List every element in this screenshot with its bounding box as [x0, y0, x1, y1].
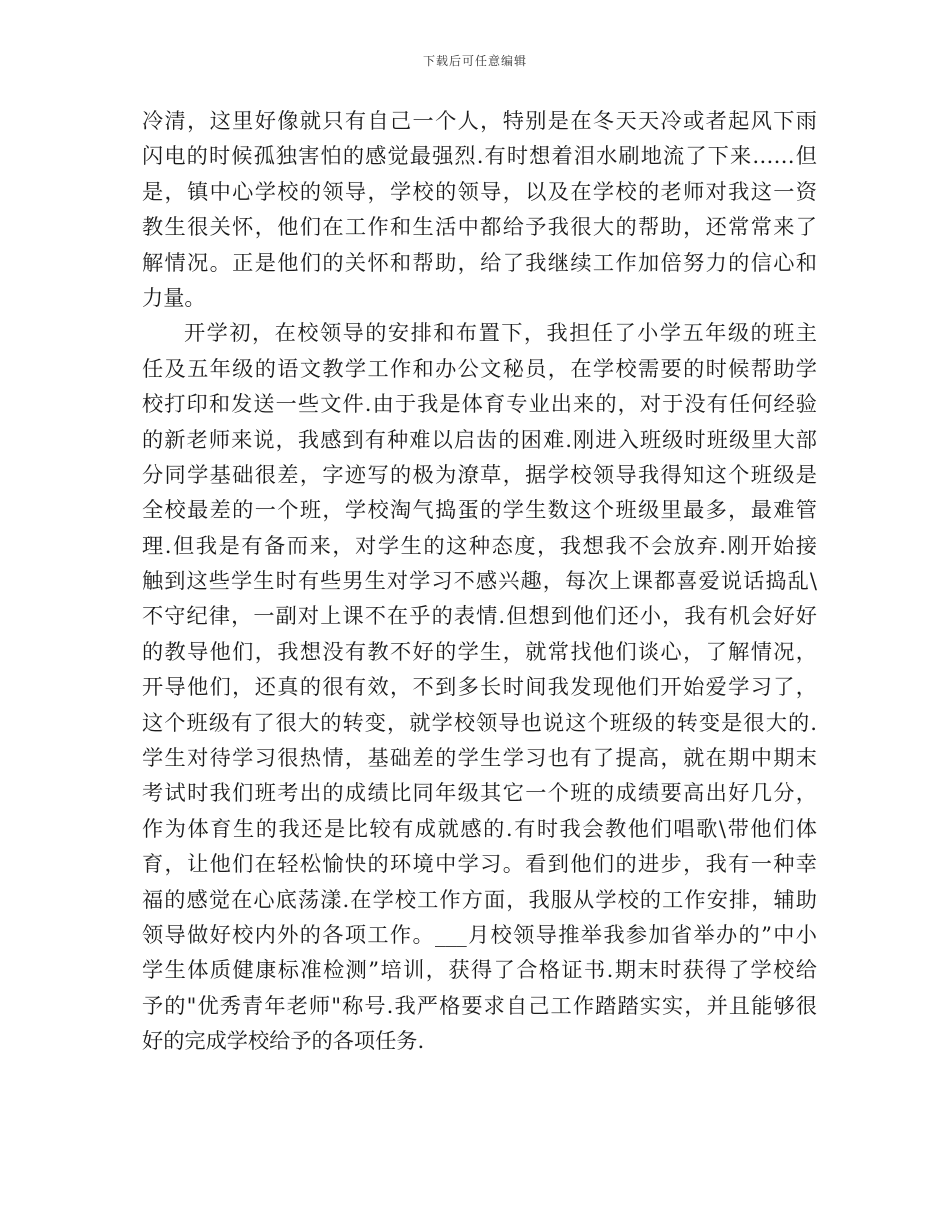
text-line: 作为体育生的我还是比较有成就感的.有时我会教他们唱歌\带他们体 [142, 815, 817, 841]
text-line: 育，让他们在轻松愉快的环境中学习。看到他们的进步，我有一种幸 [142, 851, 817, 877]
paragraph-first-line: 开学初，在校领导的安排和布置下，我担任了小学五年级的班主 [184, 320, 817, 346]
text-line: 理.但我是有备而来，对学生的这种态度，我想我不会放弃.刚开始接 [142, 532, 817, 558]
text-line: 闪电的时候孤独害怕的感觉最强烈.有时想着泪水刷地流了下来……但 [142, 143, 817, 169]
text-line: 解情况。正是他们的关怀和帮助，给了我继续工作加倍努力的信心和 [142, 249, 817, 275]
text-line: 学生体质健康标准检测”培训，获得了合格证书.期末时获得了学校给 [142, 957, 817, 983]
text-line: 考试时我们班考出的成绩比同年级其它一个班的成绩要高出好几分， [142, 780, 817, 806]
document-body [142, 103, 817, 1059]
text-line: 的教导他们，我想没有教不好的学生，就常找他们谈心，了解情况， [142, 638, 817, 664]
text-line: 学生对待学习很热情，基础差的学生学习也有了提高，就在期中期末 [142, 745, 817, 771]
text-line: 的新老师来说，我感到有种难以启齿的困难.刚进入班级时班级里大部 [142, 426, 817, 452]
text-line: 好的完成学校给予的各项任务. [142, 1028, 425, 1054]
page-header: 下载后可任意编辑 [422, 54, 527, 68]
text-line: 全校最差的一个班，学校淘气捣蛋的学生数这个班级里最多，最难管 [142, 497, 817, 523]
text-line: 校打印和发送一些文件.由于我是体育专业出来的，对于没有任何经验 [142, 391, 817, 417]
text-line: 领导做好校内外的各项工作。___月校领导推举我参加省举办的”中小 [142, 921, 817, 947]
text-line: 分同学基础很差，字迹写的极为潦草，据学校领导我得知这个班级是 [142, 461, 817, 487]
text-line: 教生很关怀，他们在工作和生活中都给予我很大的帮助，还常常来了 [142, 214, 817, 240]
text-line: 予的"优秀青年老师"称号.我严格要求自己工作踏踏实实，并且能够很 [142, 992, 817, 1018]
text-line: 不守纪律，一副对上课不在乎的表情.但想到他们还小，我有机会好好 [142, 603, 817, 629]
text-line: 触到这些学生时有些男生对学习不感兴趣，每次上课都喜爱说话捣乱\ [142, 568, 817, 594]
text-line: 这个班级有了很大的转变，就学校领导也说这个班级的转变是很大的. [142, 709, 817, 735]
text-line: 力量。 [142, 284, 206, 310]
text-line: 是，镇中心学校的领导，学校的领导，以及在学校的老师对我这一资 [142, 178, 817, 204]
text-line: 福的感觉在心底荡漾.在学校工作方面，我服从学校的工作安排，辅助 [142, 886, 817, 912]
text-line: 冷清，这里好像就只有自己一个人，特别是在冬天天冷或者起风下雨 [142, 108, 817, 133]
text-line: 任及五年级的语文教学工作和办公文秘员，在学校需要的时候帮助学 [142, 355, 817, 381]
text-line: 开导他们，还真的很有效，不到多长时间我发现他们开始爱学习了， [142, 674, 817, 700]
